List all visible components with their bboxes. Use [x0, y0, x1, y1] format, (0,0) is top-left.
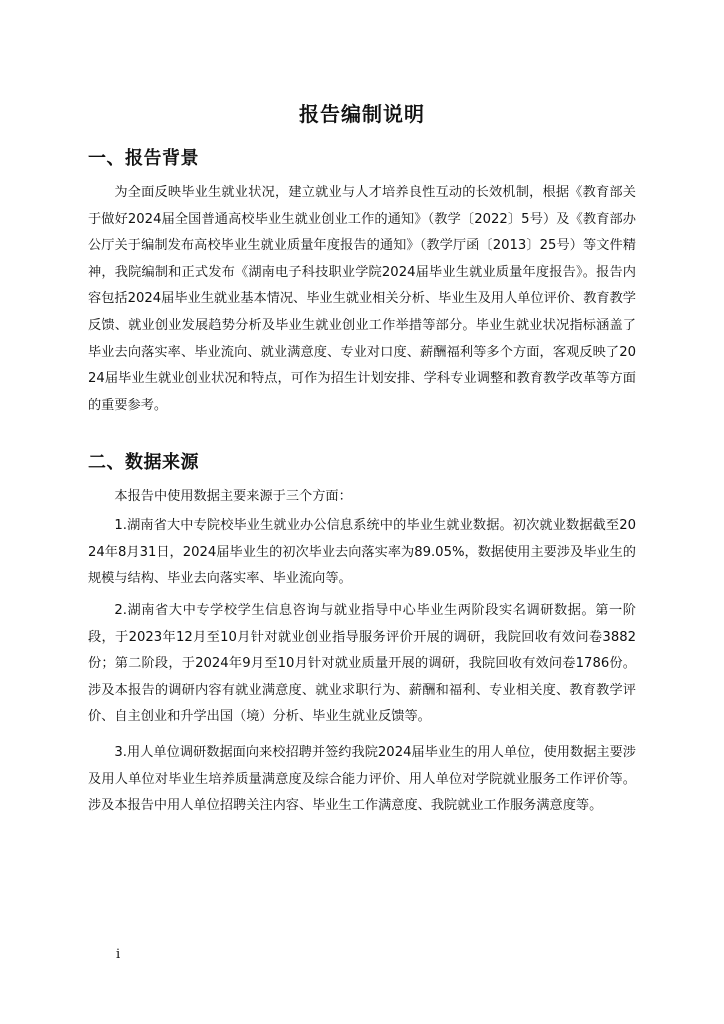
data-source-item-3: 3.用人单位调研数据面向来校招聘并签约我院2024届毕业生的用人单位，使用数据主要涉及用人单位对毕业生培养质量满意度及综合能力评价、用人单位对学院就业服务工作评价等。涉及本报告中用人单位招聘关注内容、毕业生工作满意度、我院就业工作服务满意度等。	[88, 745, 636, 814]
page-number: i	[116, 947, 121, 962]
page-title: 报告编制说明	[299, 102, 425, 126]
data-source-item-2: 2.湖南省大中专学校学生信息咨询与就业指导中心毕业生两阶段实名调研数据。第一阶段，于2023年12月至10月针对就业创业指导服务评价开展的调研，我院回收有效问卷3882份；第二阶段，于2024年9月至10月针对就业质量开展的调研，我院回收有效问卷1786份。涉及本报告的调研内容有就业满意度、就业求职行为、薪酬和福利、专业相关度、教育教学评价、自主创业和升学出国（境）分析、毕业生就业反馈等。	[88, 603, 636, 725]
data-sources-intro: 本报告中使用数据主要来源于三个方面：	[114, 489, 352, 504]
data-source-item-1: 1.湖南省大中专院校毕业生就业办公信息系统中的毕业生就业数据。初次就业数据截至2024年8月31日，2024届毕业生的初次毕业去向落实率为89.05%，数据使用主要涉及毕业生的规模与结构、毕业去向落实率、毕业流向等。	[88, 518, 636, 587]
section-heading-background: 一、报告背景	[88, 148, 199, 169]
section-heading-data-sources: 二、数据来源	[88, 452, 199, 473]
background-paragraph: 为全面反映毕业生就业状况，建立就业与人才培养良性互动的长效机制，根据《教育部关于做好2024届全国普通高校毕业生就业创业工作的通知》（教学〔2022〕5号）及《教育部办公厅关于编制发布高校毕业生就业质量年度报告的通知》（教学厅函〔2013〕25号）等文件精神，我院编制和正式发布《湖南电子科技职业学院2024届毕业生就业质量年度报告》。报告内容包括2024届毕业生就业基本情况、毕业生就业相关分析、毕业生及用人单位评价、教育教学反馈、就业创业发展趋势分析及毕业生就业创业工作举措等部分。毕业生就业状况指标涵盖了毕业去向落实率、毕业流向、就业满意度、专业对口度、薪酬福利等多个方面，客观反映了2024届毕业生就业创业状况和特点，可作为招生计划安排、学科专业调整和教育教学改革等方面的重要参考。	[88, 185, 636, 413]
